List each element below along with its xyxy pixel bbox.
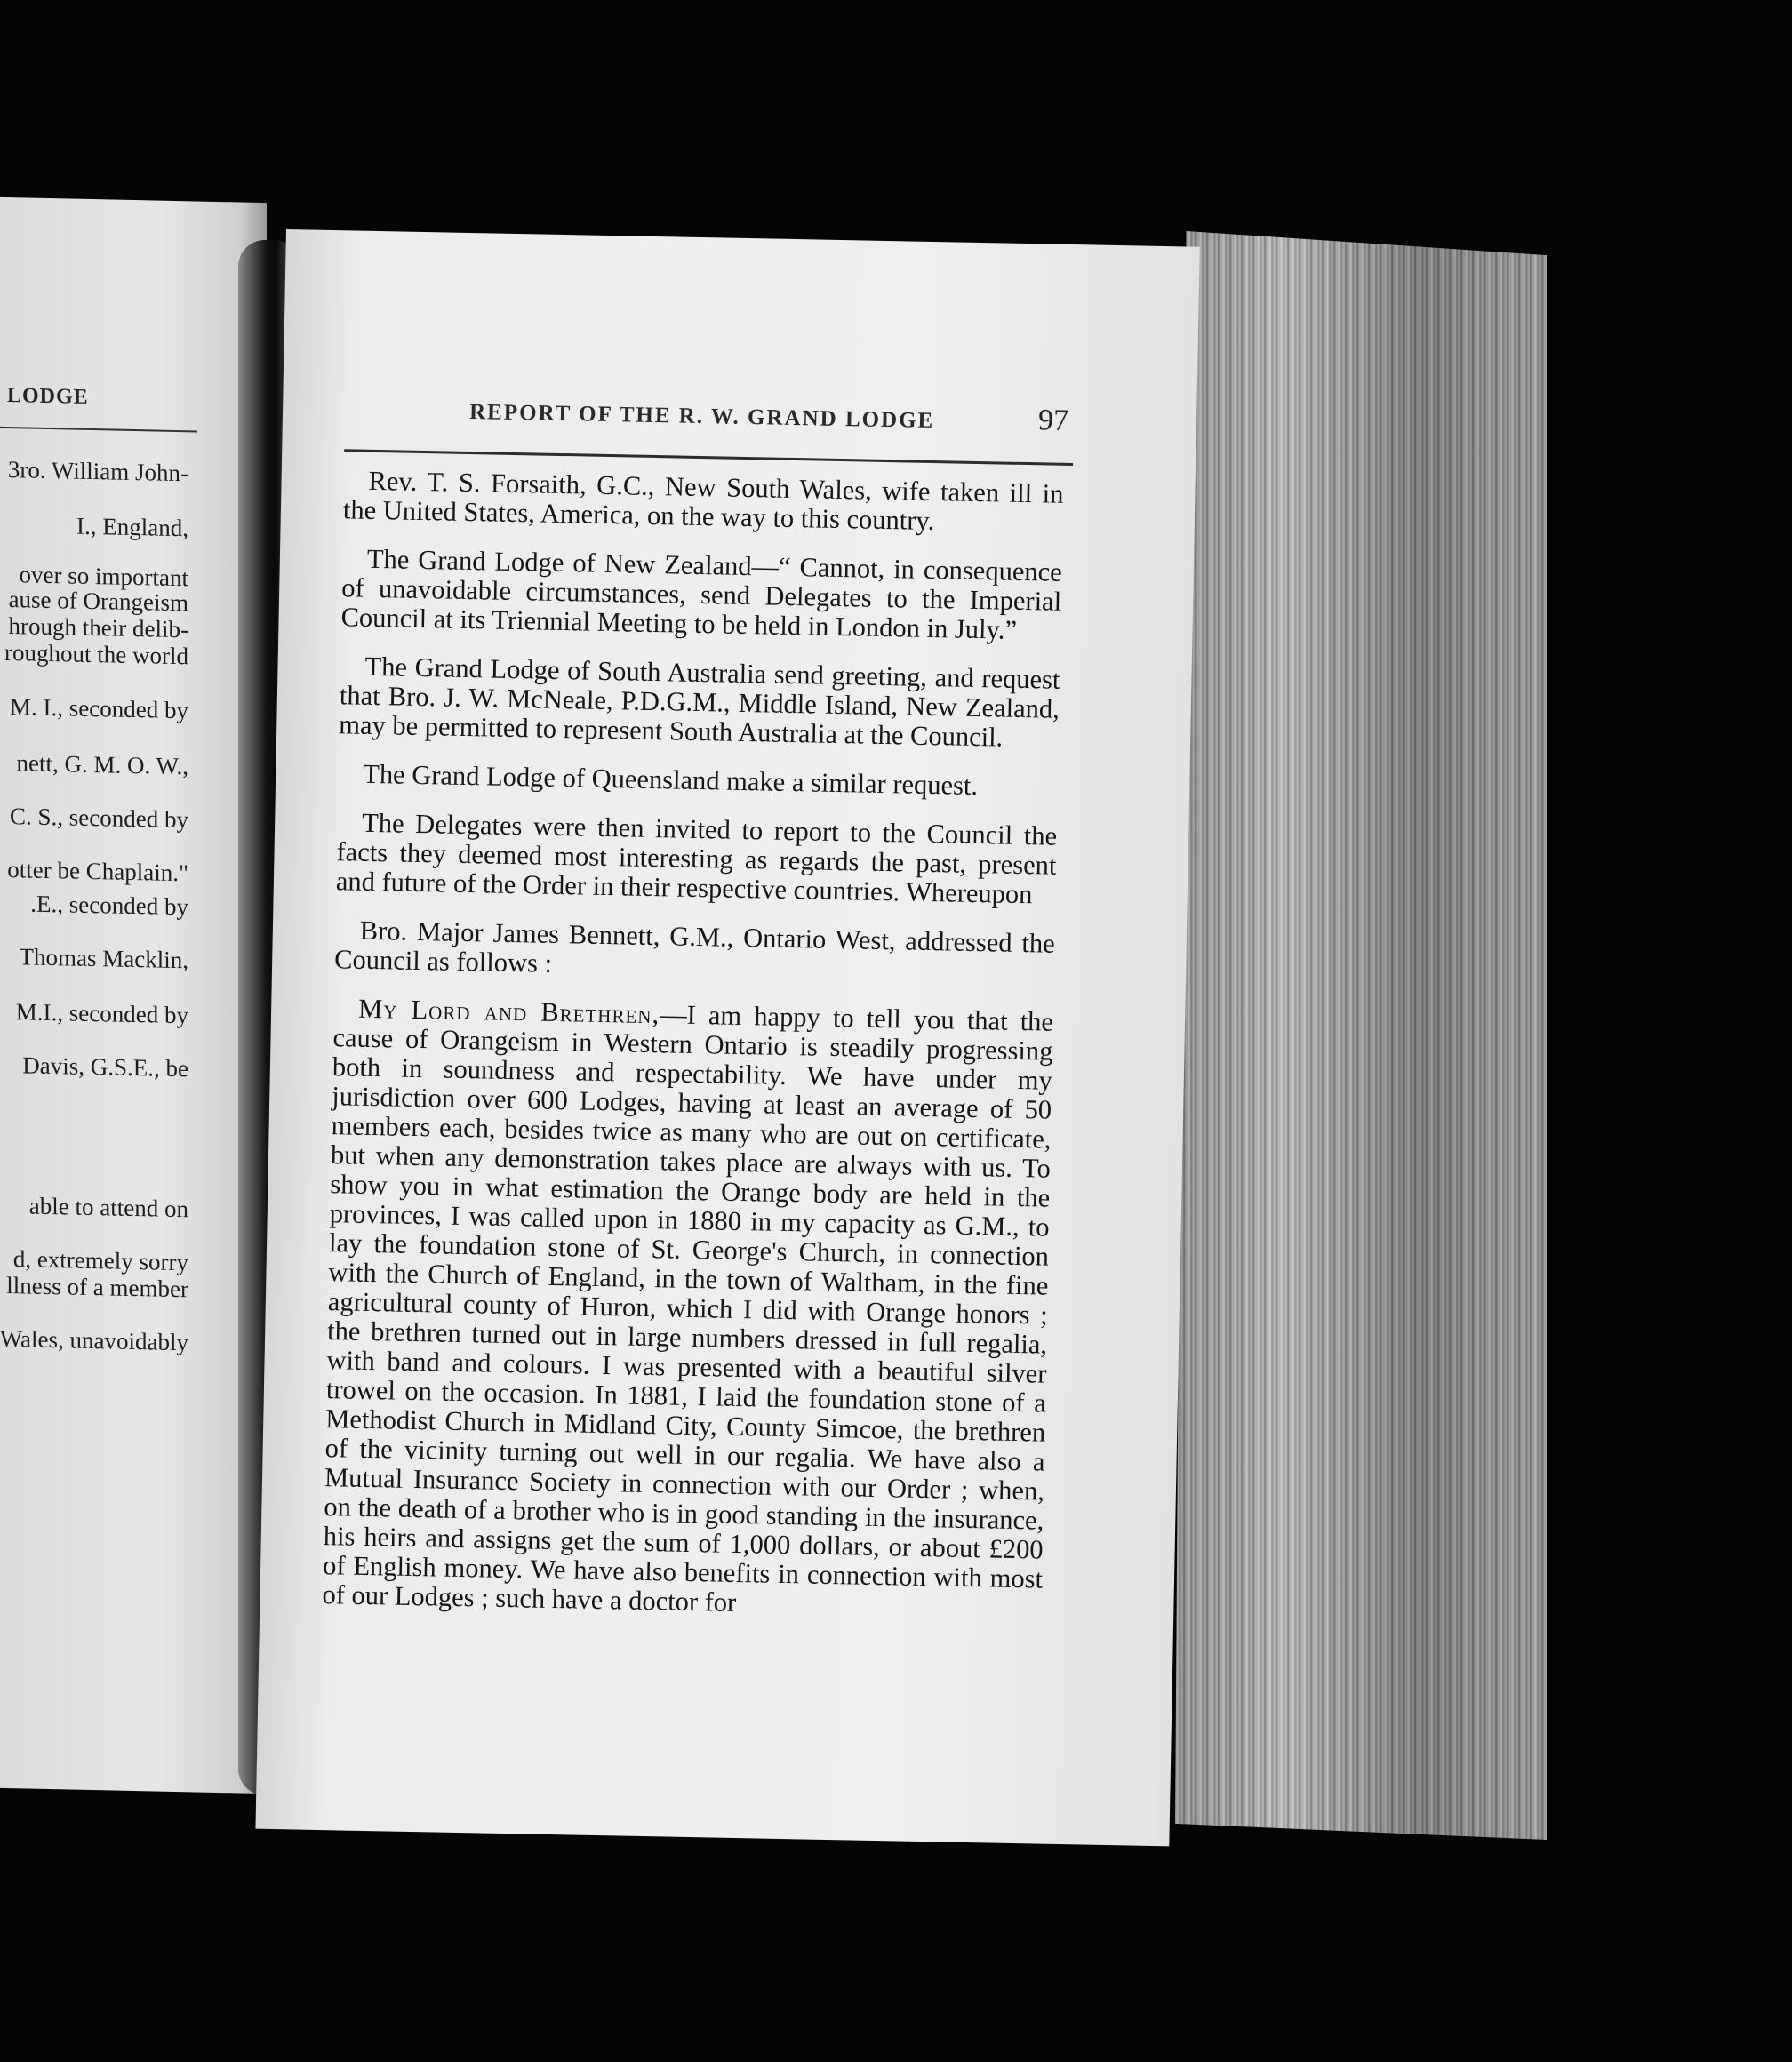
running-head: REPORT OF THE R. W. GRAND LODGE [468,399,935,434]
left-text-line: Wales, unavoidably [0,1324,188,1356]
left-running-head: LODGE [7,384,89,409]
page-number: 97 [1037,404,1069,437]
left-text-line: .E., seconded by [30,890,188,921]
paragraph-south-australia: The Grand Lodge of South Australia send greeting, and request that Bro. J. W. McNeale, P.D.G.M., Middle Island, New Zealand, may be permitted to represent South Australia at the Council. [338,651,1060,753]
address-body: —I am happy to tell you that the cause of Orangeism in Western Ontario is steadily progressing both in soundness and respectability. We have under my jurisdiction over 600 Lodges, having at least an average of 50 members each, besides twice as many who are out on certificate, but when any demonstration takes place are always with us. To show you in what estimation the Orange body are held in the provinces, I was called upon in 1880 in my capacity as G.M., to lay the foundation stone of St. George's Church, in connection with the Church of England, in the town of Waltham, in the fine agricultural county of Huron, which I did with Orange honors ; the brethren turned out in large numbers dressed in full regalia, with band and colours. I was presented with a beautiful silver trowel on the occasion. In 1881, I laid the foundation stone of a Methodist Church in Midland City, County Simcoe, the brethren of the vicinity turning out well in our regalia. We have also a Mutual Insurance Society in connection with our Order ; when, on the death of a brother who is in good standing in the insurance, his heirs and assigns get the sum of 1,000 dollars, or about £200 of English money. We have also benefits in connection with most of our Lodges ; such have a doctor for [322,999,1054,1618]
paragraph-bennett: Bro. Major James Bennett, G.M., Ontario West, addressed the Council as follows : [333,915,1056,979]
left-text-line: 3ro. William John- [7,456,188,487]
left-text-line: able to attend on [28,1192,188,1223]
paragraph-queensland: The Grand Lodge of Queensland make a similar request. [362,758,979,802]
left-text-line: d, extremely sorry [12,1245,188,1276]
left-text-line: I., England, [76,512,188,542]
paragraph-forsaith: Rev. T. S. Forsaith, G.C., New South Wales, wife taken ill in the United States, America, on the way to this country. [342,465,1064,537]
fore-edge-shadow [1175,231,1547,1840]
page-body [322,466,1064,1642]
right-page [255,229,1199,1846]
left-text-line: Davis, G.S.E., be [22,1051,188,1083]
left-text-line: hrough their delib- [8,612,188,643]
paragraph-address [322,994,1053,1623]
paragraph-delegates: The Delegates were then invited to report to the Council the facts they deemed most interesting as regards the past, present and future of the Order in their respective countries. Whereupon [335,807,1058,910]
left-text-line: Thomas Macklin, [19,943,188,974]
header-rule [344,449,1073,466]
left-text-line: otter be Chaplain." [7,856,188,887]
left-text-line: M.I., seconded by [15,998,188,1029]
left-header-rule [0,427,197,433]
left-text-line: roughout the world [4,638,188,670]
left-text-line: over so important [19,561,188,592]
left-page [0,197,267,1794]
left-text-line: ause of Orangeism [8,586,188,617]
left-text-line: nett, G. M. O. W., [16,749,188,780]
left-text-line: C. S., seconded by [10,803,188,834]
paragraph-new-zealand: The Grand Lodge of New Zealand—“ Cannot, in consequence of unavoidable circumstances, send Delegates to the Imperial Council at its Triennial Meeting to be held in London in July.” [340,543,1063,645]
left-text-line: llness of a member [6,1272,188,1303]
left-text-line: M. I., seconded by [10,693,188,724]
address-salutation: My Lord and Brethren, [357,993,660,1030]
